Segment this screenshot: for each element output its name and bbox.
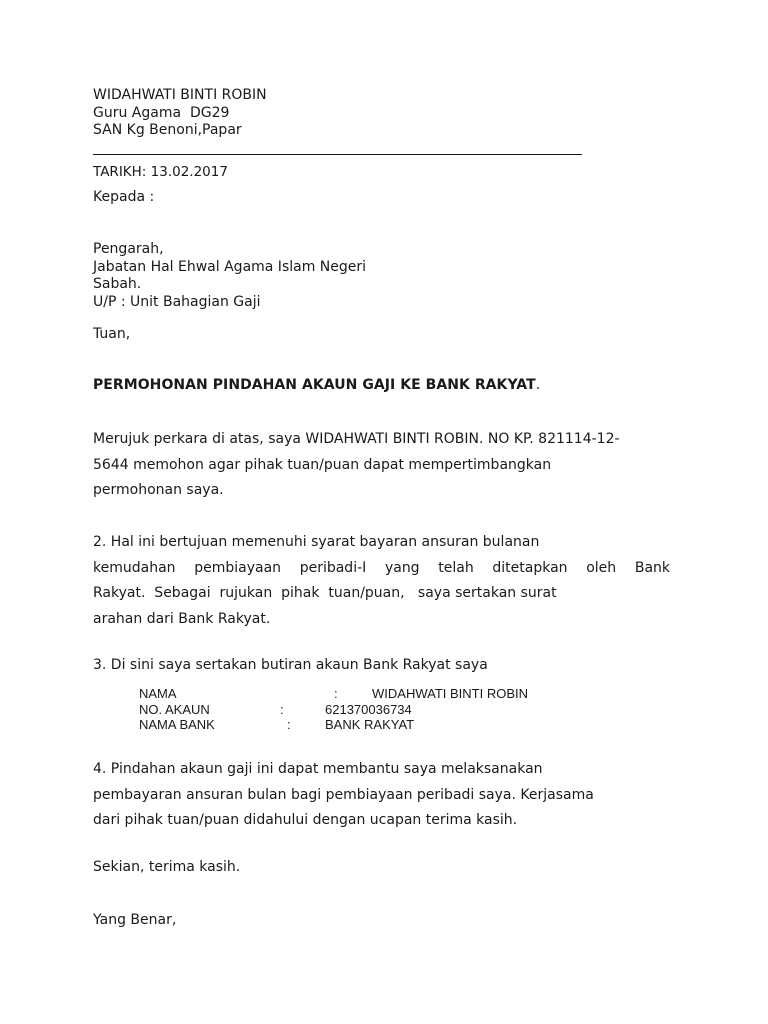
detail-value: WIDAHWATI BINTI ROBIN [372,686,528,701]
letter-date: TARIKH: 13.02.2017 [93,164,228,180]
sender-name: WIDAHWATI BINTI ROBIN [93,87,267,103]
sender-position: Guru Agama DG29 [93,104,230,121]
recipient-title: Pengarah, [93,241,164,257]
detail-value: BANK RAKYAT [325,717,415,732]
detail-label: NO. AKAUN [139,701,210,717]
paragraph-3: 3. Di sini saya sertakan butiran akaun Bank Rakyat saya [93,657,488,673]
paragraph-1-line: Merujuk perkara di atas, saya WIDAHWATI BINTI ROBIN. NO KP. 821114-12- [93,431,620,447]
header-divider [93,154,582,155]
recipient-attention: U/P : Unit Bahagian Gaji [93,293,261,310]
paragraph-2-line: 2. Hal ini bertujuan memenuhi syarat bayaran ansuran bulanan [93,534,540,550]
recipient-block [93,241,366,311]
paragraph-1 [93,427,678,504]
sign-off: Yang Benar, [93,912,177,928]
recipient-department: Jabatan Hal Ehwal Agama Islam Negeri [93,258,367,275]
to-label: Kepada : [93,189,155,205]
subject-period: . [535,377,541,393]
detail-separator: : [287,717,291,732]
paragraph-2-line: Rakyat. Sebagai rujukan pihak tuan/puan, saya sertakan surat [93,585,557,601]
sender-school: SAN Kg Benoni,Papar [93,122,242,138]
paragraph-2 [93,530,678,632]
detail-separator: : [334,686,338,701]
paragraph-1-line: permohonan saya. [93,482,224,498]
detail-label: NAMA BANK [139,717,215,732]
subject-text: PERMOHONAN PINDAHAN AKAUN GAJI KE BANK RAKYAT [93,377,536,393]
paragraph-2-line: arahan dari Bank Rakyat. [93,610,271,627]
detail-separator: : [280,701,284,717]
salutation: Tuan, [93,326,131,342]
closing-line: Sekian, terima kasih. [93,859,241,875]
paragraph-4-line: dari pihak tuan/puan didahului dengan ucapan terima kasih. [93,812,518,828]
detail-label: NAMA [139,686,177,701]
paragraph-1-line: 5644 memohon agar pihak tuan/puan dapat mempertimbangkan [93,456,552,473]
paragraph-4-line: 4. Pindahan akaun gaji ini dapat membantu saya melaksanakan [93,761,543,777]
paragraph-4 [93,757,678,834]
detail-value: 621370036734 [325,701,412,717]
paragraph-4-line: pembayaran ansuran bulan bagi pembiayaan peribadi saya. Kerjasama [93,786,594,803]
letter-subject [93,377,540,394]
paragraph-2-line: kemudahan pembiayaan peribadi-I yang telah ditetapkan oleh Bank [93,559,670,576]
sender-block [93,87,267,140]
recipient-state: Sabah. [93,276,142,292]
